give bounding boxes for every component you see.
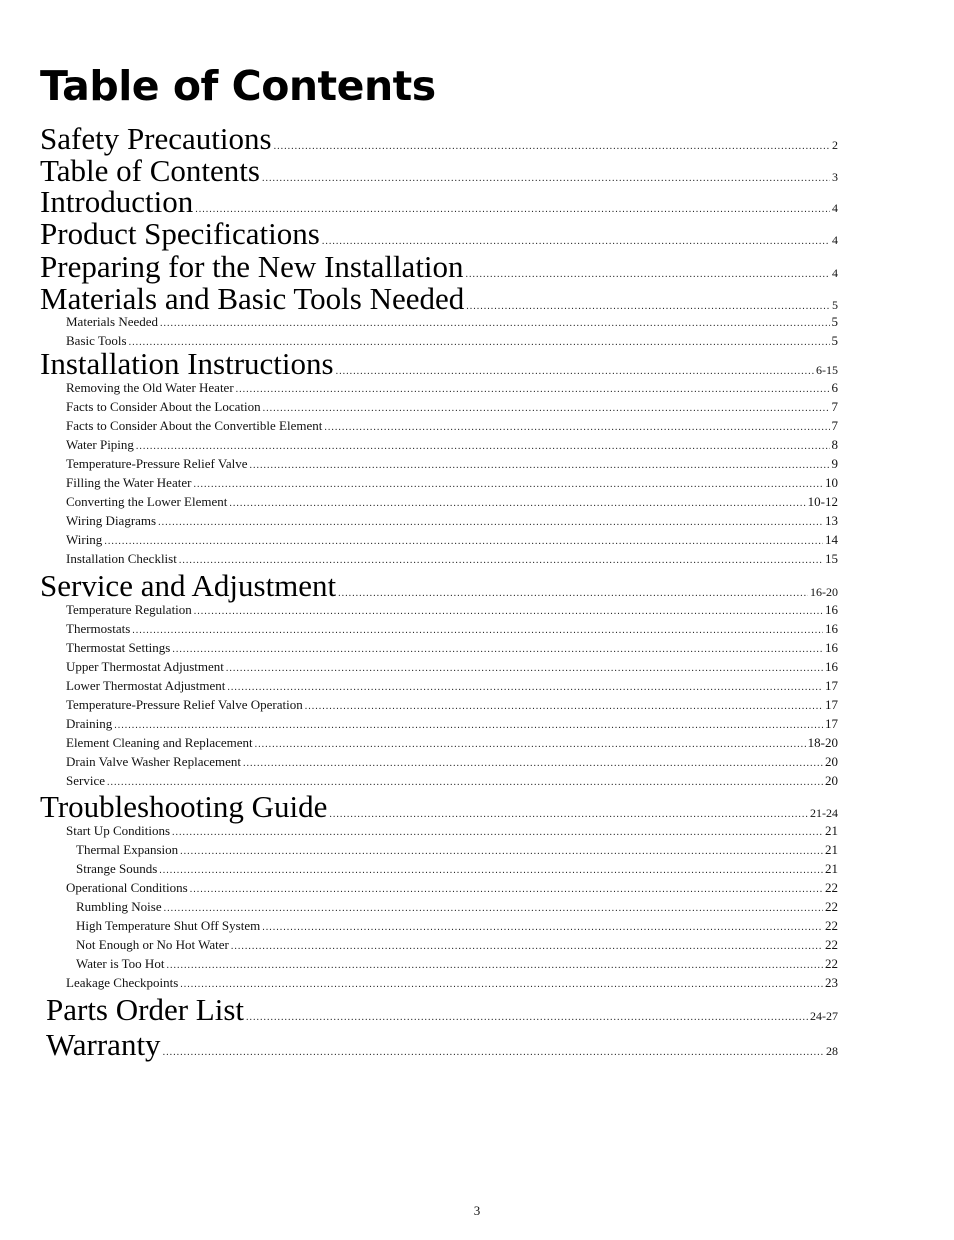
toc-section-entry [46,1027,838,1063]
toc-dot-leader [132,625,823,636]
toc-dot-leader [274,141,830,152]
toc-entry-label: Preparing for the New Installation [40,249,464,284]
toc-entry-label: Draining [66,716,113,731]
toc-entry-page: 5 [832,298,838,312]
toc-dot-leader [246,1012,808,1023]
toc-subsection-entry [66,513,838,529]
toc-entry-label: Temperature-Pressure Relief Valve Operation [66,697,303,712]
toc-subsection-entry [76,937,838,953]
toc-entry-page: 22 [825,956,838,971]
toc-entry-page: 5 [831,333,838,348]
toc-entry-label: Service and Adjustment [40,568,337,603]
toc-entry-page: 16 [825,602,838,617]
toc-subsection-entry [66,602,838,618]
toc-entry-page: 17 [825,678,838,693]
toc-subsection-entry [66,314,838,330]
toc-section-entry [40,216,838,252]
toc-subsection-entry [66,456,838,472]
toc-dot-leader [338,588,808,599]
toc-dot-leader [107,777,823,788]
toc-entry-label: Upper Thermostat Adjustment [66,659,224,674]
toc-entry-page: 6 [831,380,838,395]
toc-dot-leader [226,663,823,674]
page-number: 3 [473,1203,481,1218]
toc-dot-leader [324,422,829,433]
toc-entry-page: 7 [831,418,838,433]
toc-entry-page: 22 [825,899,838,914]
toc-entry-label: Warranty [46,1027,161,1062]
toc-entry-label: Temperature Regulation [66,602,192,617]
toc-entry-label: Temperature-Pressure Relief Valve [66,456,248,471]
toc-entry-label: Troubleshooting Guide [40,789,328,824]
toc-entry-label: Removing the Old Water Heater [66,380,234,395]
toc-subsection-entry [66,735,838,751]
toc-section-entry [40,184,838,220]
toc-entry-page: 16 [825,621,838,636]
toc-dot-leader [229,498,805,509]
toc-subsection-entry [66,494,838,510]
toc-subsection-entry [76,842,838,858]
toc-subsection-entry [76,956,838,972]
toc-dot-leader [136,441,830,452]
toc-entry-label: Element Cleaning and Replacement [66,735,253,750]
toc-entry-label: Start Up Conditions [66,823,171,838]
toc-dot-leader [190,884,823,895]
toc-entry-page: 5 [831,314,838,329]
toc-subsection-entry [66,773,838,789]
toc-entry-label: Safety Precautions [40,121,272,156]
toc-dot-leader [159,865,823,876]
toc-entry-label: Materials Needed [66,314,159,329]
toc-subsection-entry [76,918,838,934]
toc-entry-page: 23 [825,975,838,990]
toc-entry-page: 2 [832,138,838,152]
toc-entry-page: 22 [825,918,838,933]
toc-subsection-entry [66,640,838,656]
toc-entry-label: Facts to Consider About the Location [66,399,261,414]
toc-entry-page: 21 [825,823,838,838]
toc-dot-leader [164,903,823,914]
toc-entry-page: 21 [825,861,838,876]
toc-section-entry [40,346,838,382]
toc-dot-leader [158,517,823,528]
toc-entry-page: 10-12 [807,494,838,509]
toc-dot-leader [195,204,830,215]
toc-entry-label: Installation Checklist [66,551,177,566]
toc-entry-label: Filling the Water Heater [66,475,192,490]
toc-entry-page: 20 [825,773,838,788]
toc-section-entry [40,568,838,604]
toc-entry-page: 24-27 [810,1009,838,1023]
toc-section-entry [40,121,838,157]
toc-entry-page: 21-24 [810,806,838,820]
toc-entry-page: 4 [832,266,838,280]
toc-subsection-entry [66,621,838,637]
toc-subsection-entry [66,716,838,732]
toc-entry-label: Thermal Expansion [76,842,179,857]
toc-entry-label: Parts Order List [46,992,245,1027]
toc-entry-label: Drain Valve Washer Replacement [66,754,241,769]
toc-entry-page: 8 [831,437,838,452]
toc-dot-leader [255,739,806,750]
toc-subsection-entry [66,551,838,567]
toc-entry-page: 21 [825,842,838,857]
toc-entry-page: 16 [825,659,838,674]
toc-entry-page: 16-20 [810,585,838,599]
toc-entry-page: 13 [825,513,838,528]
toc-subsection-entry [66,754,838,770]
toc-dot-leader [172,644,823,655]
toc-entry-label: High Temperature Shut Off System [76,918,261,933]
toc-dot-leader [466,301,830,312]
toc-dot-leader [193,479,823,490]
toc-entry-page: 22 [825,937,838,952]
toc-dot-leader [305,701,823,712]
toc-dot-leader [114,720,823,731]
toc-entry-page: 16 [825,640,838,655]
toc-dot-leader [466,269,830,280]
page-title: Table of Contents [40,62,436,110]
toc-entry-label: Wiring [66,532,103,547]
toc-dot-leader [231,941,823,952]
toc-dot-leader [160,318,829,329]
toc-subsection-entry [76,861,838,877]
toc-entry-page: 28 [826,1044,838,1058]
toc-entry-label: Water Piping [66,437,134,452]
toc-section-entry [40,789,838,825]
toc-dot-leader [263,403,830,414]
toc-dot-leader [179,555,823,566]
toc-entry-label: Service [66,773,105,788]
toc-subsection-entry [66,399,838,415]
toc-dot-leader [227,682,823,693]
toc-entry-label: Operational Conditions [66,880,188,895]
toc-entry-page: 9 [831,456,838,471]
toc-entry-label: Basic Tools [66,333,127,348]
toc-subsection-entry [66,380,838,396]
toc-section-entry [46,992,838,1028]
toc-entry-page: 10 [825,475,838,490]
toc-subsection-entry [66,975,838,991]
toc-entry-label: Lower Thermostat Adjustment [66,678,226,693]
toc-subsection-entry [66,418,838,434]
toc-entry-label: Facts to Consider About the Convertible Element [66,418,323,433]
toc-subsection-entry [66,678,838,694]
toc-subsection-entry [66,437,838,453]
toc-entry-label: Water is Too Hot [76,956,165,971]
toc-entry-label: Installation Instructions [40,346,334,381]
toc-entry-page: 4 [832,233,838,247]
toc-entry-label: Table of Contents [40,153,260,188]
toc-entry-label: Product Specifications [40,216,320,251]
toc-entry-page: 20 [825,754,838,769]
toc-entry-page: 4 [832,201,838,215]
toc-dot-leader [172,827,823,838]
toc-subsection-entry [66,880,838,896]
toc-entry-page: 6-15 [816,363,838,377]
toc-dot-leader [329,809,808,820]
toc-dot-leader [262,922,823,933]
toc-dot-leader [336,366,814,377]
toc-dot-leader [104,536,823,547]
toc-subsection-entry [66,532,838,548]
toc-dot-leader [262,173,830,184]
toc-entry-label: Strange Sounds [76,861,158,876]
toc-entry-label: Not Enough or No Hot Water [76,937,229,952]
toc-entry-page: 18-20 [807,735,838,750]
toc-dot-leader [166,960,823,971]
toc-entry-page: 7 [831,399,838,414]
toc-dot-leader [180,846,823,857]
toc-dot-leader [243,758,823,769]
toc-entry-label: Introduction [40,184,194,219]
toc-entry-page: 22 [825,880,838,895]
toc-section-entry [40,281,838,317]
toc-entry-page: 17 [825,716,838,731]
toc-entry-page: 14 [825,532,838,547]
toc-dot-leader [250,460,830,471]
toc-entry-label: Converting the Lower Element [66,494,228,509]
toc-entry-label: Wiring Diagrams [66,513,157,528]
toc-entry-label: Materials and Basic Tools Needed [40,281,465,316]
toc-section-entry [40,249,838,285]
toc-entry-label: Leakage Checkpoints [66,975,179,990]
toc-subsection-entry [66,823,838,839]
toc-entry-label: Rumbling Noise [76,899,162,914]
toc-subsection-entry [76,899,838,915]
toc-entry-page: 17 [825,697,838,712]
toc-dot-leader [236,384,830,395]
toc-entry-page: 3 [832,170,838,184]
toc-dot-leader [180,979,823,990]
toc-dot-leader [194,606,823,617]
toc-subsection-entry [66,659,838,675]
toc-subsection-entry [66,475,838,491]
toc-entry-page: 15 [825,551,838,566]
toc-dot-leader [322,236,830,247]
toc-subsection-entry [66,697,838,713]
toc-dot-leader [163,1047,824,1058]
toc-entry-label: Thermostats [66,621,131,636]
toc-entry-label: Thermostat Settings [66,640,171,655]
